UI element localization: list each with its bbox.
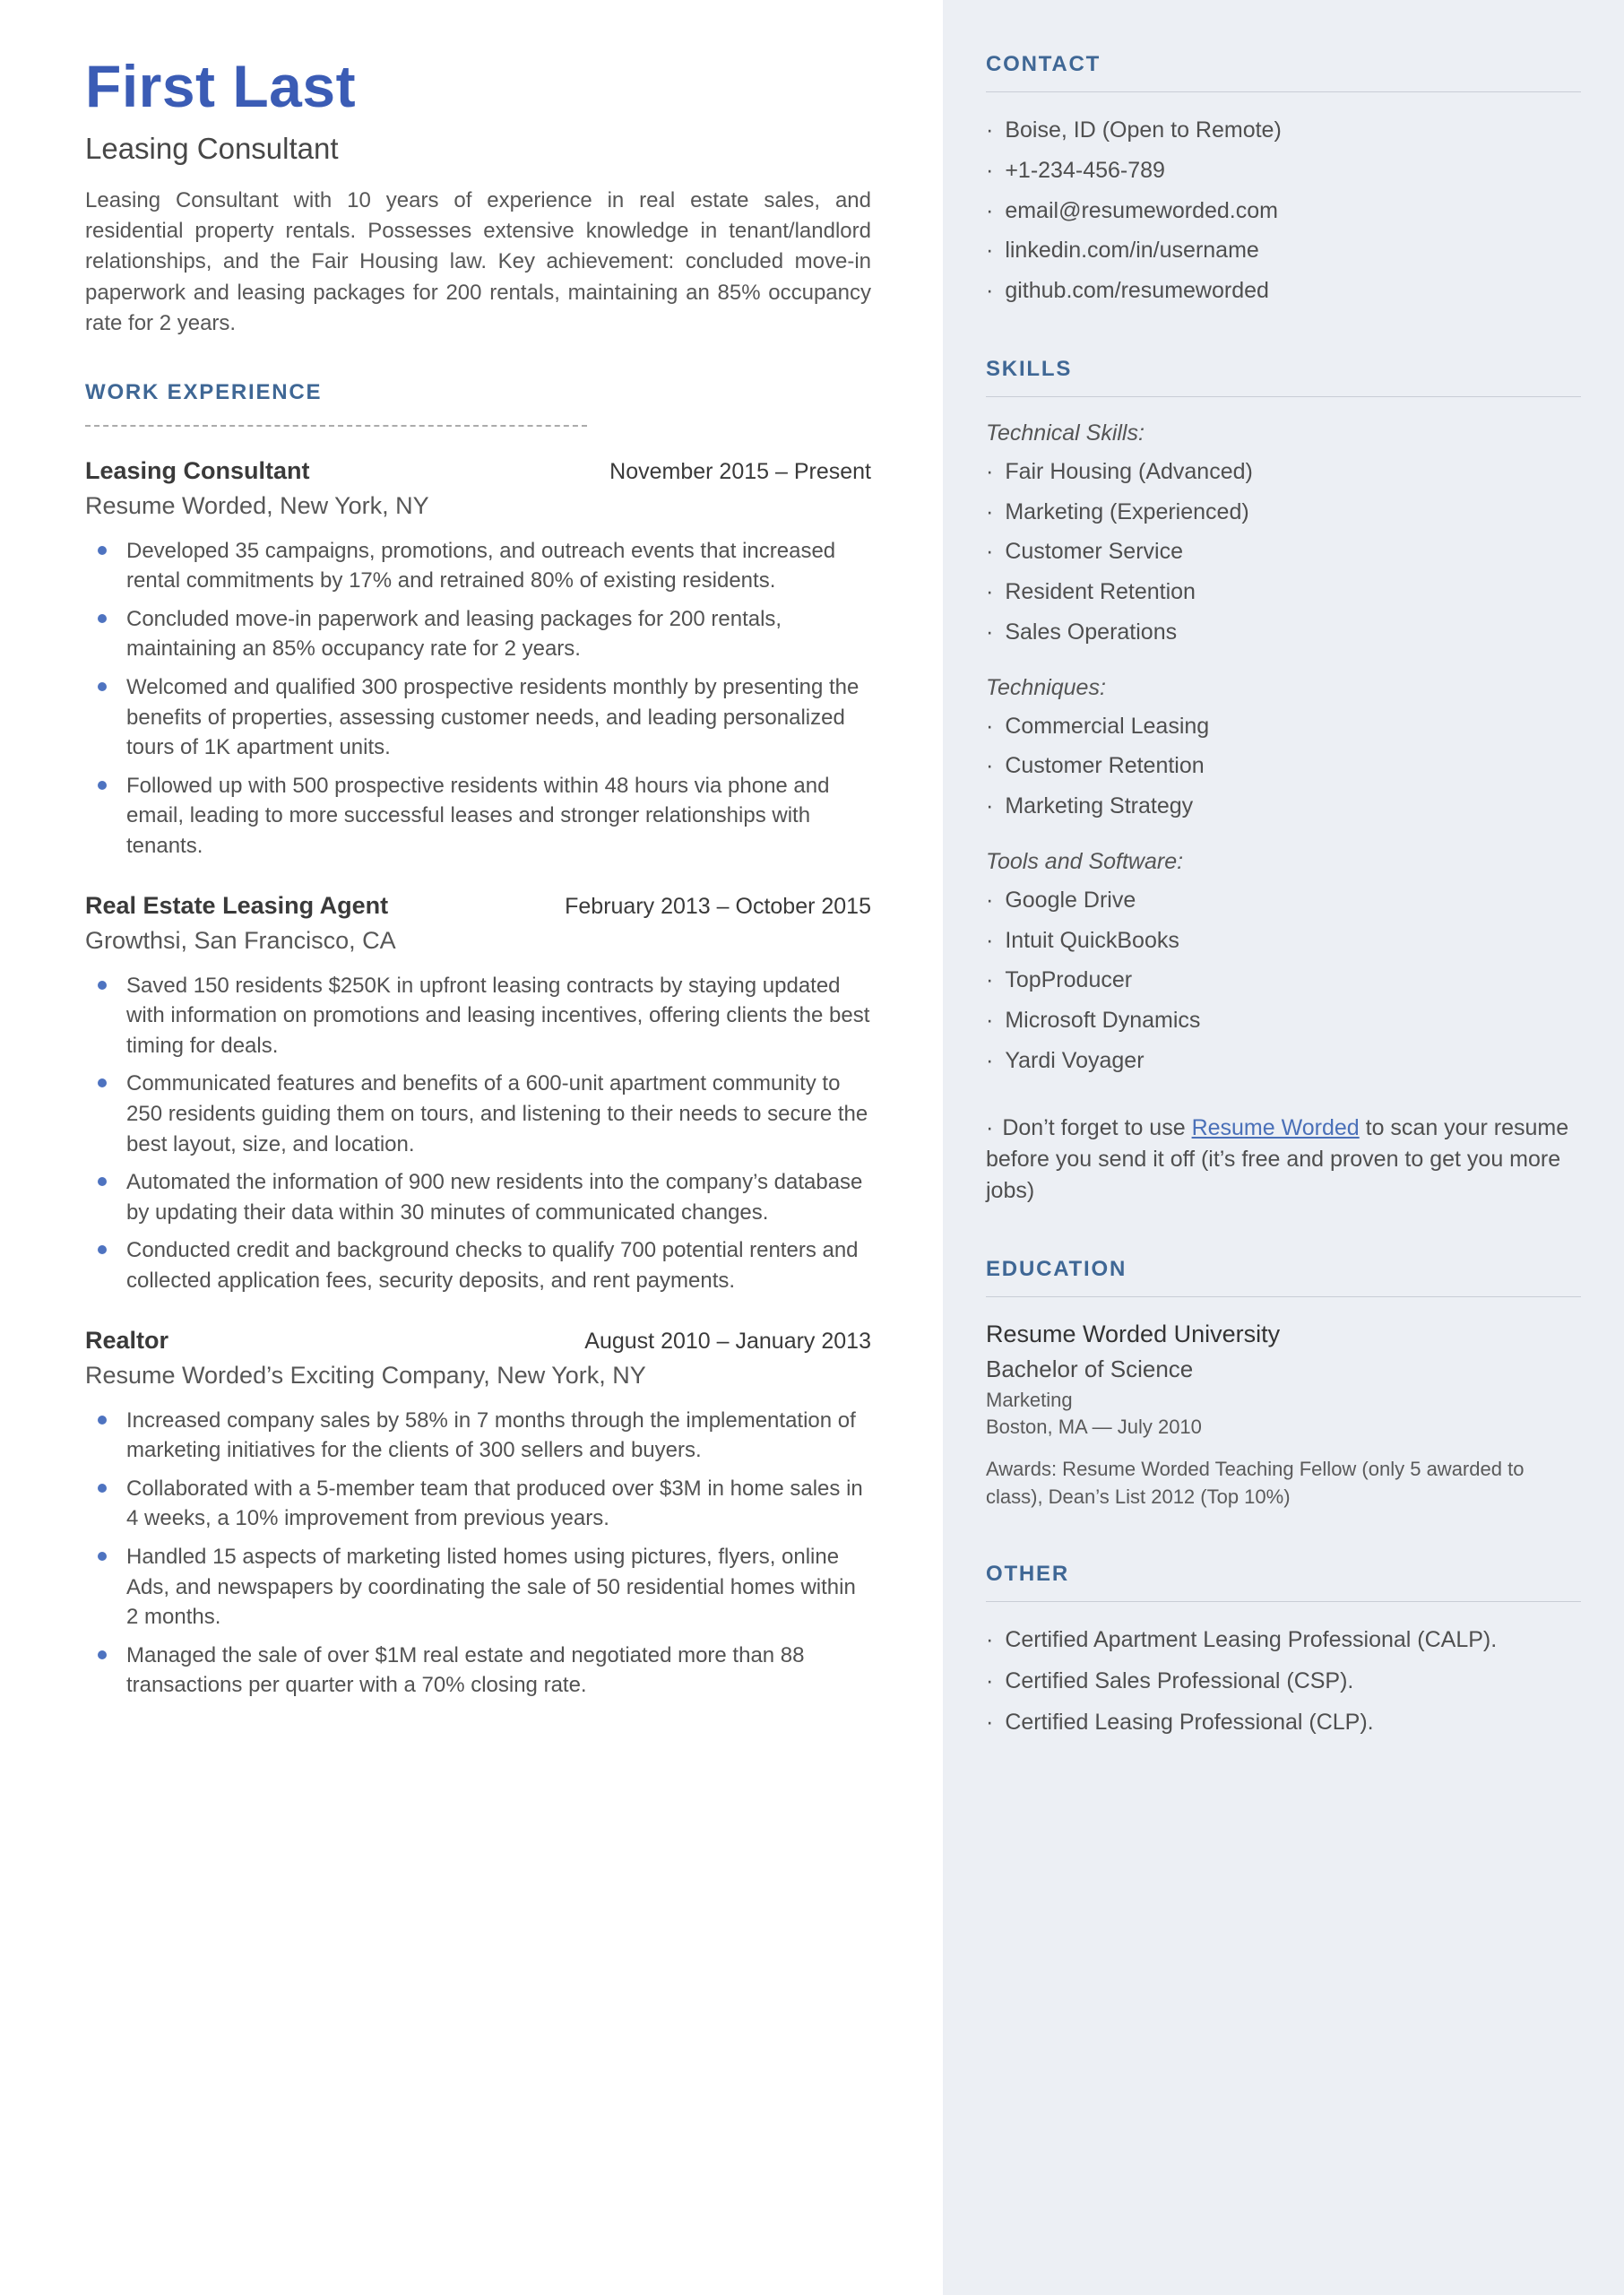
job-bullet: Communicated features and benefits of a 600-unit apartment community to 250 residents guiding them on tours, and listening to their needs to secure the best layout, size, and location.: [85, 1069, 871, 1159]
job-header: [85, 1327, 871, 1355]
skill-list: [986, 886, 1581, 1077]
other-heading: OTHER: [986, 1562, 1069, 1587]
education-major: Marketing: [986, 1388, 1073, 1411]
note-text-before: Don’t forget to use: [1002, 1114, 1192, 1140]
job-entry: [85, 457, 871, 862]
skill-item: · Fair Housing (Advanced): [986, 457, 1581, 488]
contact-item: · Boise, ID (Open to Remote): [986, 116, 1581, 146]
skill-item: · Yardi Voyager: [986, 1046, 1581, 1077]
skill-group: [986, 420, 1581, 648]
job-bullet: Followed up with 500 prospective residents within 48 hours via phone and email, leading to more successful leases and stronger relationships with tenants.: [85, 771, 871, 862]
skill-list: [986, 712, 1581, 822]
education-section: [986, 1257, 1581, 1512]
job-bullet: Managed the sale of over $1M real estate and negotiated more than 88 transactions per quarter with a 70% closing rate.: [85, 1641, 871, 1701]
note-text-after: to scan your resume before you send it off (it’s free and proven to get you more jobs): [986, 1114, 1569, 1203]
skill-group: [986, 675, 1581, 822]
skill-item: · Marketing Strategy: [986, 792, 1581, 822]
resume-worded-link[interactable]: Resume Worded: [1191, 1114, 1360, 1140]
education-divider: [986, 1296, 1581, 1297]
education-awards: Awards: Resume Worded Teaching Fellow (only 5 awarded to class), Dean’s List 2012 (Top 10%): [986, 1457, 1525, 1509]
skill-item: · Sales Operations: [986, 618, 1581, 648]
job-dates: August 2010 – January 2013: [584, 1328, 871, 1354]
job-title: Real Estate Leasing Agent: [85, 891, 389, 919]
job-bullet: Developed 35 campaigns, promotions, and outreach events that increased rental commitments by 17% and retrained 80% of existing residents.: [85, 536, 871, 596]
other-item: · Certified Apartment Leasing Professional (CALP).: [986, 1625, 1581, 1656]
job-header: [85, 892, 871, 920]
contact-heading: CONTACT: [986, 52, 1101, 76]
job-header: [85, 457, 871, 485]
job-bullet: Conducted credit and background checks to qualify 700 potential renters and collected application fees, security deposits, and rent payments.: [85, 1235, 871, 1295]
job-bullet-list: [85, 536, 871, 862]
job-dates: February 2013 – October 2015: [565, 893, 871, 919]
education-location-date: Boston, MA — July 2010: [986, 1415, 1202, 1438]
contact-item: · github.com/resumeworded: [986, 276, 1581, 307]
skills-note: [986, 1113, 1581, 1207]
contact-list: [986, 116, 1581, 307]
skill-group-label: Tools and Software:: [986, 848, 1184, 874]
other-list: [986, 1625, 1581, 1737]
job-bullet: Concluded move-in paperwork and leasing packages for 200 rentals, maintaining an 85% occupancy rate for 2 years.: [85, 604, 871, 664]
contact-section: [986, 52, 1581, 307]
job-company: Resume Worded, New York, NY: [85, 491, 429, 519]
other-item: · Certified Sales Professional (CSP).: [986, 1667, 1581, 1697]
job-bullet: Increased company sales by 58% in 7 months through the implementation of marketing initiatives for the clients of 300 sellers and buyers.: [85, 1406, 871, 1466]
job-title: Realtor: [85, 1326, 169, 1354]
skill-item: · Google Drive: [986, 886, 1581, 916]
skill-item: · Commercial Leasing: [986, 712, 1581, 742]
education-school: Resume Worded University: [986, 1320, 1281, 1347]
job-title: Leasing Consultant: [85, 456, 310, 484]
job-bullet: Welcomed and qualified 300 prospective residents monthly by presenting the benefits of properties, assessing customer needs, and leading personalized tours of 1K apartment units.: [85, 672, 871, 763]
contact-item: · linkedin.com/in/username: [986, 236, 1581, 266]
skill-groups: [986, 420, 1581, 1077]
skill-item: · Resident Retention: [986, 577, 1581, 608]
job-company: Resume Worded’s Exciting Company, New York, NY: [85, 1361, 646, 1389]
skill-item: · Intuit QuickBooks: [986, 926, 1581, 957]
work-experience-heading: WORK EXPERIENCE: [85, 379, 323, 404]
job-company: Growthsi, San Francisco, CA: [85, 926, 396, 954]
job-entry: [85, 892, 871, 1296]
contact-divider: [986, 91, 1581, 92]
education-degree: Bachelor of Science: [986, 1355, 1194, 1382]
job-bullet: Collaborated with a 5-member team that produced over $3M in home sales in 4 weeks, a 10% improvement from previous years.: [85, 1474, 871, 1534]
contact-item: · email@resumeworded.com: [986, 196, 1581, 227]
contact-item: · +1-234-456-789: [986, 156, 1581, 186]
skill-item: · TopProducer: [986, 966, 1581, 996]
other-divider: [986, 1601, 1581, 1602]
skill-item: · Customer Retention: [986, 751, 1581, 782]
person-name: First Last: [85, 53, 357, 119]
sidebar: [943, 0, 1624, 2295]
person-job-title: Leasing Consultant: [85, 132, 339, 166]
job-bullet: Automated the information of 900 new residents into the company’s database by updating their data within 30 minutes of communicated changes.: [85, 1167, 871, 1227]
other-section: [986, 1562, 1581, 1737]
skill-item: · Customer Service: [986, 537, 1581, 567]
job-dates: November 2015 – Present: [609, 458, 871, 484]
skill-group: [986, 849, 1581, 1077]
skill-group-label: Techniques:: [986, 674, 1106, 700]
work-experience-divider: [85, 425, 587, 427]
job-bullet: Saved 150 residents $250K in upfront leasing contracts by staying updated with information on promotions and leasing incentives, offering clients the best timing for deals.: [85, 971, 871, 1061]
job-list: [85, 457, 871, 1701]
skill-group-label: Technical Skills:: [986, 420, 1145, 446]
other-item: · Certified Leasing Professional (CLP).: [986, 1708, 1581, 1738]
job-bullet-list: [85, 1406, 871, 1701]
summary-paragraph: Leasing Consultant with 10 years of experience in real estate sales, and residential property rentals. Possesses extensive knowledge in tenant/landlord relationships, and the Fair Housing law. Key achievement: concluded move-in paperwork and leasing packages for 200 rentals, maintaining an 85% occupancy rate for 2 years.: [85, 188, 871, 335]
education-heading: EDUCATION: [986, 1256, 1127, 1281]
job-bullet: Handled 15 aspects of marketing listed homes using pictures, flyers, online Ads, and newspapers by coordinating the sale of 50 residential homes within 2 months.: [85, 1542, 871, 1632]
skill-list: [986, 457, 1581, 648]
skills-heading: SKILLS: [986, 356, 1073, 381]
bullet-dot: ·: [986, 1114, 994, 1140]
job-entry: [85, 1327, 871, 1701]
skills-divider: [986, 396, 1581, 397]
skills-section: [986, 357, 1581, 1207]
skill-item: · Marketing (Experienced): [986, 498, 1581, 528]
job-bullet-list: [85, 971, 871, 1296]
skill-item: · Microsoft Dynamics: [986, 1006, 1581, 1036]
